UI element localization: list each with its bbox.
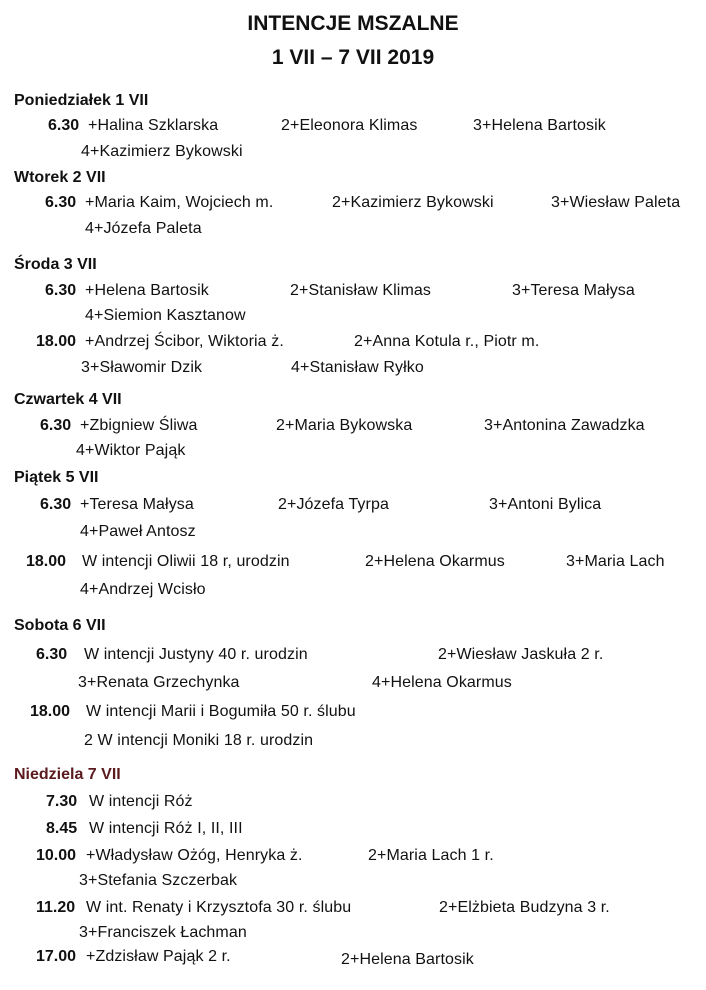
intention-4: 4+Stanisław Ryłko [291,359,424,376]
mass-time: 6.30 [45,194,77,211]
mass-time: 10.00 [36,847,77,864]
intention-2: 2+Maria Lach 1 r. [368,847,494,864]
mass-time: 8.45 [46,820,78,837]
mass-time: 17.00 [36,948,77,965]
mass-time: 11.20 [36,899,76,916]
intention-4: 4+Andrzej Wcisło [80,581,206,598]
page-title: INTENCJE MSZALNE [247,12,459,35]
intention-1: +Maria Kaim, Wojciech m. [85,194,274,211]
intention-3: 3+Teresa Małysa [512,282,635,299]
intention-1: +Teresa Małysa [80,496,194,513]
intention-4: 4+Siemion Kasztanow [85,307,246,324]
intention-2: 2 W intencji Moniki 18 r. urodzin [84,732,314,749]
intention-1: +Władysław Ożóg, Henryka ż. [86,847,303,864]
intention-4: 4+Józefa Paleta [85,220,202,237]
day-label-wednesday: Środa 3 VII [14,256,97,273]
intention-2: 2+Maria Bykowska [276,417,413,434]
intention-2: 2+Wiesław Jaskuła 2 r. [438,646,604,663]
day-label-tuesday: Wtorek 2 VII [14,169,106,186]
intention-2: 2+Stanisław Klimas [290,282,431,299]
intention-1: +Zdzisław Pająk 2 r. [86,948,231,965]
mass-time: 18.00 [36,333,77,350]
intention-3: 3+Helena Bartosik [473,117,606,134]
intention-3: 3+Sławomir Dzik [81,359,203,376]
intention-1: +Zbigniew Śliwa [80,417,198,434]
intention-1: +Helena Bartosik [85,282,209,299]
mass-time: 18.00 [30,703,71,720]
intention-2: 2+Helena Okarmus [365,553,505,570]
mass-time: 7.30 [46,793,78,810]
intention-1: W intencji Justyny 40 r. urodzin [84,646,308,663]
intention-3: 3+Stefania Szczerbak [79,872,238,889]
intention-4: 4+Helena Okarmus [372,674,512,691]
intention-2: 2+Kazimierz Bykowski [332,194,494,211]
day-label-monday: Poniedziałek 1 VII [14,92,149,109]
intention-2: 2+Elżbieta Budzyna 3 r. [439,899,610,916]
intention-2: 2+Anna Kotula r., Piotr m. [354,333,540,350]
mass-time: 18.00 [26,553,67,570]
intention-1: +Halina Szklarska [88,117,219,134]
intention-3: 3+Renata Grzechynka [78,674,240,691]
intention-1: +Andrzej Ścibor, Wiktoria ż. [85,333,284,350]
intention-2: 2+Józefa Tyrpa [278,496,389,513]
mass-time: 6.30 [45,282,77,299]
mass-time: 6.30 [36,646,68,663]
intention-3: 3+Antoni Bylica [489,496,602,513]
intention-1: W intencji Róż [89,793,193,810]
mass-time: 6.30 [40,496,72,513]
intention-1: W intencji Róż I, II, III [89,820,243,837]
intention-2: 2+Eleonora Klimas [281,117,418,134]
date-range: 1 VII – 7 VII 2019 [271,46,435,69]
intention-4: 4+Kazimierz Bykowski [81,143,243,160]
mass-time: 6.30 [40,417,72,434]
day-label-saturday: Sobota 6 VII [14,617,106,634]
intention-3: 3+Wiesław Paleta [551,194,681,211]
intention-3: 3+Franciszek Łachman [79,924,247,941]
intention-1: W intencji Oliwii 18 r, urodzin [82,553,290,570]
intention-2: 2+Helena Bartosik [341,951,474,968]
intention-4: 4+Paweł Antosz [80,523,196,540]
intention-4: 4+Wiktor Pająk [76,442,186,459]
day-label-sunday: Niedziela 7 VII [14,766,121,783]
day-label-thursday: Czwartek 4 VII [14,391,122,408]
intention-1: W intencji Marii i Bogumiła 50 r. ślubu [86,703,356,720]
day-label-friday: Piątek 5 VII [14,469,99,486]
mass-time: 6.30 [48,117,80,134]
intention-3: 3+Antonina Zawadzka [484,417,645,434]
intention-1: W int. Renaty i Krzysztofa 30 r. ślubu [86,899,352,916]
intention-3: 3+Maria Lach [566,553,665,570]
